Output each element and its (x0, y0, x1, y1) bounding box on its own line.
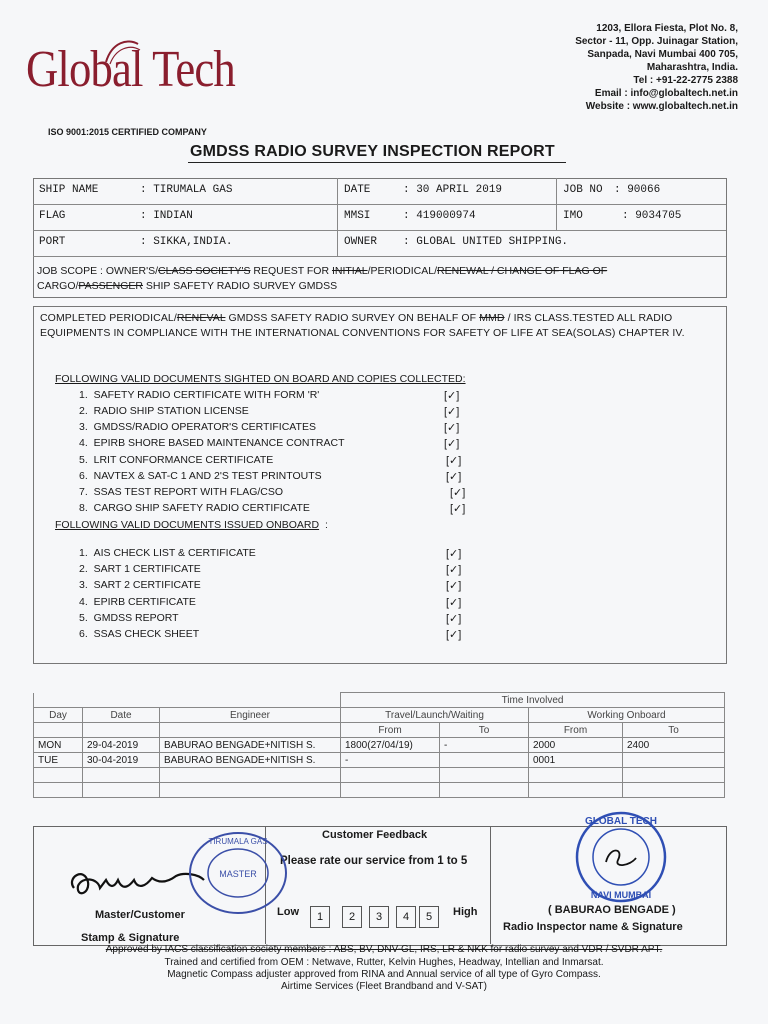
sighted-item: 2. RADIO SHIP STATION LICENSE (79, 405, 249, 417)
job-no-value: : 90066 (614, 184, 661, 196)
ship-name-value: : TIRUMALA GAS (140, 184, 233, 196)
col-work-from: From (529, 723, 623, 738)
date-label: DATE (344, 184, 371, 196)
footer-airtime: Airtime Services (Fleet Brandband and V-SAT) (280, 981, 487, 992)
report-title: GMDSS RADIO SURVEY INSPECTION REPORT (190, 143, 555, 160)
scope-struck-text: CLASS SOCIETY'S (158, 265, 251, 277)
divider (33, 256, 726, 257)
col-work-to: To (623, 723, 725, 738)
stamp-left-text: TIRUMALA GAS (208, 837, 268, 846)
time-involved-title: Time Involved (341, 693, 725, 708)
rating-2[interactable]: 2 (342, 906, 362, 928)
statement-text: GMDSS SAFETY RADIO SURVEY ON BEHALF OF (225, 312, 480, 324)
sighted-check: [✓] (444, 438, 460, 450)
inspector-name: ( BABURAO BENGADE ) (548, 904, 676, 916)
stamp-left-center: MASTER (219, 869, 257, 879)
divider (490, 826, 491, 944)
footer-training: Trained and certified from OEM : Netwave, Rutter, Kelvin Hughes, Headway, Intellian and Inmarsat. (164, 957, 604, 968)
mmsi-value: : 419000974 (403, 210, 476, 222)
issued-item: 2. SART 1 CERTIFICATE (79, 563, 201, 575)
imo-label: IMO (563, 210, 583, 222)
sighted-check: [✓] (446, 455, 462, 467)
issued-check: [✓] (446, 613, 462, 625)
inspector-label: Radio Inspector name & Signature (503, 921, 683, 933)
stamp-right-text: GLOBAL TECH (584, 816, 658, 827)
statement-text: / IRS CLASS.TESTED ALL RADIO EQUIPMENTS IN COMPLIANCE WITH THE INTERNATIONAL CONVENTIONS FOR SAFETY OF LIFE AT SEA(SOLAS) CHAPTER IV. (40, 312, 685, 339)
job-no-label: JOB NO (563, 184, 603, 196)
issued-check: [✓] (446, 548, 462, 560)
rating-high-label: High (453, 906, 478, 918)
port-label: PORT (39, 236, 66, 248)
rating-3[interactable]: 3 (369, 906, 389, 928)
divider (556, 178, 557, 230)
stamp-right-bottom: NAVI MUMBAI (590, 890, 652, 900)
scope-text: REQUEST FOR (250, 265, 332, 277)
address-line: Sanpada, Navi Mumbai 400 705, (587, 49, 738, 60)
issued-check: [✓] (446, 564, 462, 576)
documents-box (33, 306, 727, 664)
sighted-item: 6. NAVTEX & SAT-C 1 AND 2'S TEST PRINTOUTS (79, 470, 322, 482)
sighted-check: [✓] (444, 406, 460, 418)
issued-check: [✓] (446, 580, 462, 592)
col-date: Date (83, 708, 160, 723)
divider (337, 178, 338, 256)
col-travel-from: From (341, 723, 440, 738)
divider (33, 204, 726, 205)
issued-item: 6. SSAS CHECK SHEET (79, 628, 200, 640)
sighted-heading: FOLLOWING VALID DOCUMENTS SIGHTED ON BOARD AND COPIES COLLECTED: (55, 373, 466, 385)
address-website: Website : www.globaltech.net.in (585, 101, 738, 112)
sighted-item: 4. EPIRB SHORE BASED MAINTENANCE CONTRACT (79, 437, 345, 449)
master-customer-label: Master/Customer (95, 909, 185, 921)
issued-heading-row (55, 519, 328, 531)
feedback-heading: Customer Feedback (322, 829, 428, 841)
address-email: Email : info@globaltech.net.in (594, 88, 738, 99)
issued-item: 1. AIS CHECK LIST & CERTIFICATE (79, 547, 256, 559)
scope-text: CARGO/ (37, 280, 79, 292)
owner-value: : GLOBAL UNITED SHIPPING. (403, 236, 569, 248)
sighted-item: 5. LRIT CONFORMANCE CERTIFICATE (79, 454, 274, 466)
scope-struck-text: INITIAL (331, 265, 368, 277)
address-line: 1203, Ellora Fiesta, Plot No. 8, (596, 23, 738, 34)
col-working: Working Onboard (529, 708, 725, 723)
col-day: Day (34, 708, 83, 723)
issued-item: 4. EPIRB CERTIFICATE (79, 596, 196, 608)
table-row: TUE 30-04-2019 BABURAO BENGADE+NITISH S. - 0001 (34, 753, 725, 768)
sighted-check: [✓] (450, 503, 466, 515)
address-phone: Tel : +91-22-2775 2388 (633, 75, 738, 86)
sighted-check: [✓] (444, 390, 460, 402)
issued-check: [✓] (446, 597, 462, 609)
stamp-signature-label: Stamp & Signature (81, 932, 180, 944)
address-line: Sector - 11, Opp. Juinagar Station, (575, 36, 738, 47)
issued-heading-colon: : (324, 519, 328, 531)
company-logo: Global Tech (26, 41, 235, 98)
statement-struck-text: RENEVAL (176, 312, 226, 324)
company-address (575, 22, 738, 113)
sighted-check: [✓] (450, 487, 466, 499)
title-underline (188, 162, 566, 163)
footer-approval: Approved by IACS classification society members : ABS, BV, DNV-GL, IRS, LR & NKK for radio survey and VDR / SVDR APT. (105, 944, 663, 955)
rating-low-label: Low (277, 906, 299, 918)
scope-text: /PERIODICAL/ (367, 265, 437, 277)
sighted-item: 8. CARGO SHIP SAFETY RADIO CERTIFICATE (79, 502, 310, 514)
sighted-check: [✓] (444, 422, 460, 434)
sighted-item: 7. SSAS TEST REPORT WITH FLAG/CSO (79, 486, 284, 498)
statement-struck-text: MMD (479, 312, 505, 324)
job-scope (37, 264, 722, 294)
logo-swoosh-icon (102, 36, 142, 66)
flag-label: FLAG (39, 210, 66, 222)
imo-value: : 9034705 (622, 210, 682, 222)
sighted-check: [✓] (446, 471, 462, 483)
scope-struck-text: PASSENGER (78, 280, 143, 292)
global-tech-stamp-icon (566, 810, 676, 905)
ship-name-label: SHIP NAME (39, 184, 99, 196)
scope-struck-text: RENEWAL / CHANGE OF FLAG OF (437, 265, 608, 277)
table-row (34, 768, 725, 783)
sighted-item: 3. GMDSS/RADIO OPERATOR'S CERTIFICATES (79, 421, 316, 433)
owner-label: OWNER (344, 236, 378, 248)
issued-item: 5. GMDSS REPORT (79, 612, 179, 624)
port-value: : SIKKA,INDIA. (140, 236, 233, 248)
rating-4[interactable]: 4 (396, 906, 416, 928)
ship-master-stamp-icon (183, 828, 293, 918)
col-travel-to: To (440, 723, 529, 738)
feedback-prompt: Please rate our service from 1 to 5 (280, 855, 468, 867)
rating-1[interactable]: 1 (310, 906, 330, 928)
flag-value: : INDIAN (140, 210, 193, 222)
date-value: : 30 APRIL 2019 (403, 184, 503, 196)
iso-certification: ISO 9001:2015 CERTIFIED COMPANY (48, 127, 207, 137)
col-engineer: Engineer (160, 708, 341, 723)
rating-5[interactable]: 5 (419, 906, 439, 928)
footer-compass: Magnetic Compass adjuster approved from RINA and Annual service of all type of Gyro Compass. (167, 969, 601, 980)
mmsi-label: MMSI (344, 210, 371, 222)
issued-heading: FOLLOWING VALID DOCUMENTS ISSUED ONBOARD (55, 519, 320, 531)
scope-text: JOB SCOPE : OWNER'S/ (37, 265, 159, 277)
issued-item: 3. SART 2 CERTIFICATE (79, 579, 201, 591)
completed-statement (40, 311, 720, 341)
table-row: MON 29-04-2019 BABURAO BENGADE+NITISH S. 1800(27/04/19) - 2000 2400 (34, 738, 725, 753)
col-travel: Travel/Launch/Waiting (341, 708, 529, 723)
table-row (34, 783, 725, 798)
divider (33, 230, 726, 231)
scope-text: SHIP SAFETY RADIO SURVEY GMDSS (143, 280, 338, 292)
time-involved-table (33, 692, 725, 798)
address-line: Maharashtra, India. (646, 62, 738, 73)
sighted-item: 1. SAFETY RADIO CERTIFICATE WITH FORM 'R' (79, 389, 320, 401)
statement-text: COMPLETED PERIODICAL/ (40, 312, 177, 324)
issued-check: [✓] (446, 629, 462, 641)
